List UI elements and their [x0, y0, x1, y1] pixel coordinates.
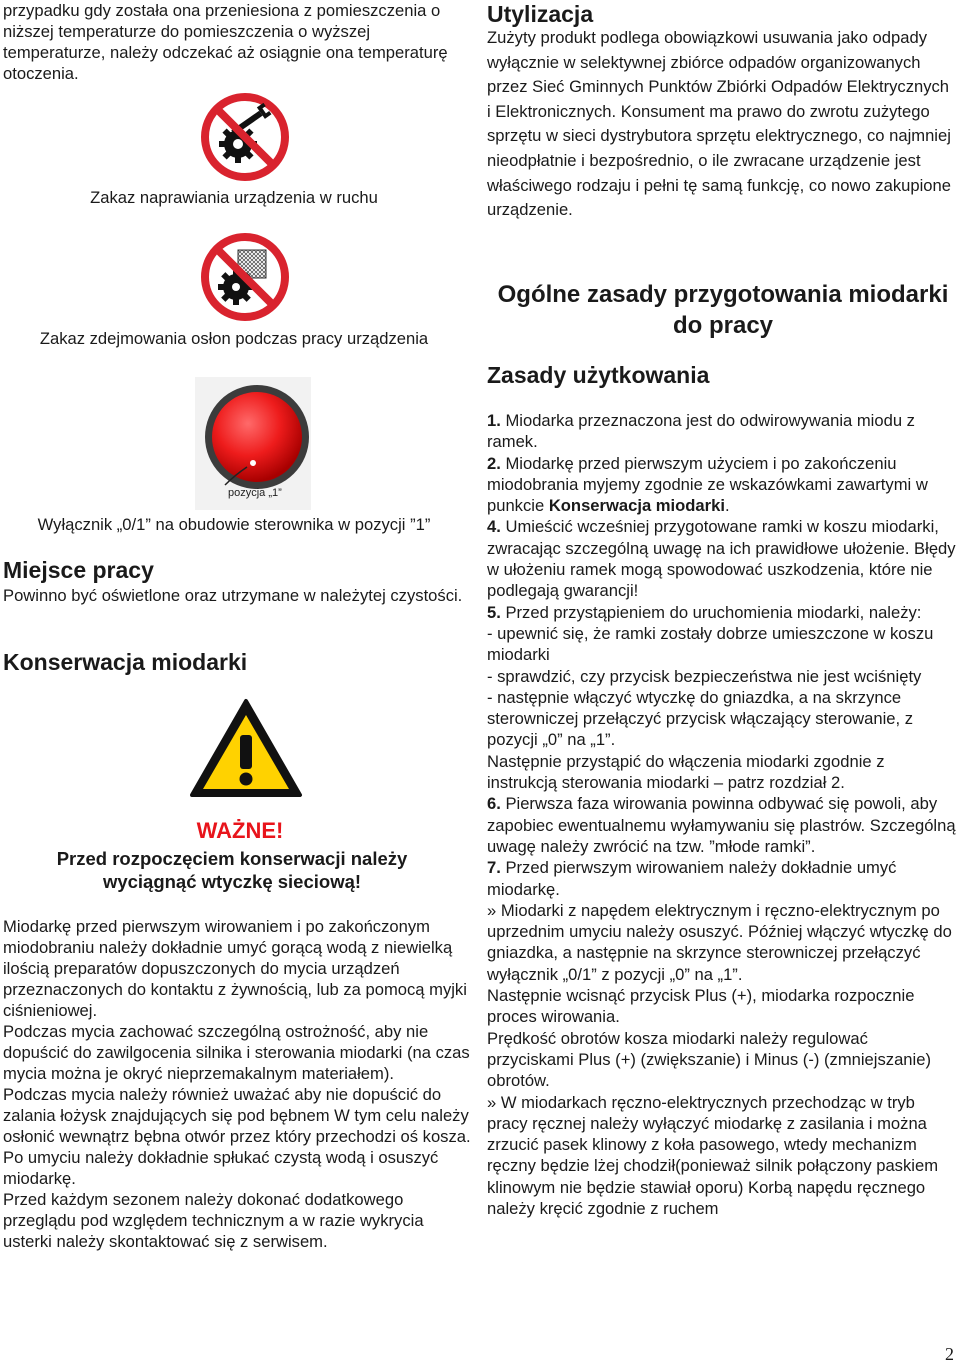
switch-position-label: pozycja „1” — [228, 487, 282, 499]
list-step: Następnie przystąpić do włączenia miodarki zgodnie z instrukcją sterowania miodarki – patrz rozdział 2. — [487, 751, 885, 793]
tail-paragraph: » Miodarki z napędem elektrycznym i ręczno-elektrycznym po uprzednim umyciu należy osuszyć. Później włączyć wtyczkę do gniazdka, a następnie na skrzynce sterowniczej przełączyć wyłącznik „0/1” z pozycji „0” na „1”. — [487, 900, 952, 984]
usage-list — [487, 410, 959, 1219]
workplace-text: Powinno być oświetlone oraz utrzymane w należytej czystości. — [3, 586, 463, 605]
usage-heading: Zasady użytkowania — [487, 362, 710, 388]
maintenance-paragraph: Podczas mycia zachować szczególną ostrożność, aby nie dopuścić do zawilgocenia silnika i sterowania miodarki (na czas mycia można je okryć nieprzemakalnym materiałem). — [3, 1022, 470, 1083]
maintenance-paragraph: Podczas mycia należy również uważać aby nie dopuścić do zalania łożysk znajdujących się pod bębnem W tym celu należy osłonić wewnątrz bębna otwór przez który przechodzi oś kosza. — [3, 1085, 471, 1146]
tail-paragraph: » W miodarkach ręczno-elektrycznych przechodząc w tryb pracy ręcznej należy wyłączyć miodarkę z zasilania i można zrzucić pasek klinowy z koła pasowego, wtedy mechanizm ręczny będzie lżej chodził(ponieważ silnik połączony paskiem klinowym nie będzie stawiał oporu) Korbą napędu ręcznego należy kręcić zgodnie z ruchem — [487, 1092, 939, 1218]
maintenance-paragraph: Miodarkę przed pierwszym wirowaniem i po zakończonym miodobraniu należy dokładnie umyć gorącą wodą z niewielką ilością preparatów dopuszczonych do mycia urządzeń przeznaczonych do kontaktu z żywnością, lub za pomocą myjki ciśnieniowej. — [3, 917, 467, 1020]
list-item: 5. Przed przystąpieniem do uruchomienia miodarki, należy: — [487, 602, 922, 622]
tail-paragraph: Następnie wcisnąć przycisk Plus (+), miodarka rozpocznie proces wirowania. — [487, 986, 915, 1027]
list-step: - upewnić się, że ramki zostały dobrze umieszczone w koszu miodarki — [487, 623, 934, 665]
switch-caption: Wyłącznik „0/1” na obudowie sterownika w pozycji ”1” — [37, 515, 431, 534]
general-heading: Ogólne zasady przygotowania miodarki do pracy — [497, 281, 949, 339]
list-item: 2. Miodarkę przed pierwszym użyciem i po zakończeniu miodobrania myjemy zgodnie ze wskazówkami zawartymi w punkcie Konserwacja miodarki. — [487, 453, 928, 516]
disposal-text: Zużyty produkt podlega obowiązkowi usuwania jako odpady wyłącznie w selektywnej zbiórce odpadów organizowanych przez Sieć Gminnych Punktów Zbiórki Odpadów Elektrycznych i Elektronicznych. Konsument ma prawo do zwrotu zużytego sprzętu w sieci dystrybutora sprzętu elektrycznego, co najmniej nieodpłatnie i bezpośrednio, o ile zwracane urządzenie jest właściwego rodzaju i pełni tę samą funkcję, co nowo zakupione urządzenie. — [487, 28, 951, 220]
no-removing-covers-icon — [200, 232, 290, 322]
maintenance-heading: Konserwacja miodarki — [3, 649, 248, 675]
maintenance-paragraph: Przed każdym sezonem należy dokonać dodatkowego przeglądu pod względem technicznym a w razie wykrycia usterki należy skontaktować się z serwisem. — [3, 1190, 424, 1251]
list-item: 4. Umieścić wcześniej przygotowane ramki w koszu miodarki, zwracając szczególną uwagę na ich prawidłowe ułożenie. Błędy w ułożeniu ramek mogą spowodować uszkodzenia, które nie podlegają gwarancji! — [487, 517, 956, 601]
maintenance-body — [3, 916, 473, 1252]
intro-text: przypadku gdy została ona przeniesiona z pomieszczenia o niższej temperaturze do pomieszczenia o wyższej temperaturze, należy odczekać aż osiągnie ona temperaturę otoczenia. — [3, 1, 448, 83]
list-step: - sprawdzić, czy przycisk bezpieczeństwa nie jest wciśnięty — [487, 666, 922, 686]
tail-paragraph: Prędkość obrotów kosza miodarki należy regulować przyciskami Plus (+) (zwiększanie) i Minus (-) (zmniejszanie) obrotów. — [487, 1028, 931, 1091]
list-item: 1. Miodarka przeznaczona jest do odwirowywania miodu z ramek. — [487, 411, 915, 452]
icon1-caption: Zakaz naprawiania urządzenia w ruchu — [90, 188, 378, 207]
no-repair-in-motion-icon — [200, 92, 290, 182]
warning-triangle-icon — [188, 697, 304, 799]
disposal-heading: Utylizacja — [487, 1, 594, 27]
icon2-caption: Zakaz zdejmowania osłon podczas pracy urządzenia — [39, 329, 429, 348]
maintenance-paragraph: Po umyciu należy dokładnie spłukać czystą wodą i osuszyć miodarkę. — [3, 1148, 439, 1188]
list-item: 6. Pierwsza faza wirowania powinna odbywać się powoli, aby zapobiec ewentualnemu wyłamywaniu się plastrów. Szczególną uwagę należy zwrócić na tzw. ”młode ramki”. — [487, 794, 956, 856]
page-number: 2 — [945, 1344, 954, 1364]
list-item: 7. Przed pierwszym wirowaniem należy dokładnie umyć miodarkę. — [487, 858, 897, 899]
warning-text: Przed rozpoczęciem konserwacji należy wyciągnąć wtyczkę sieciową! — [56, 848, 408, 892]
warning-title: WAŻNE! — [196, 818, 284, 843]
workplace-heading: Miejsce pracy — [3, 557, 154, 583]
list-step: - następnie włączyć wtyczkę do gniazdka, a na skrzynce sterowniczej przełączyć przycisk włączający sterowanie, z pozycji „0” na „1”. — [487, 687, 914, 750]
red-switch-image — [195, 377, 311, 510]
